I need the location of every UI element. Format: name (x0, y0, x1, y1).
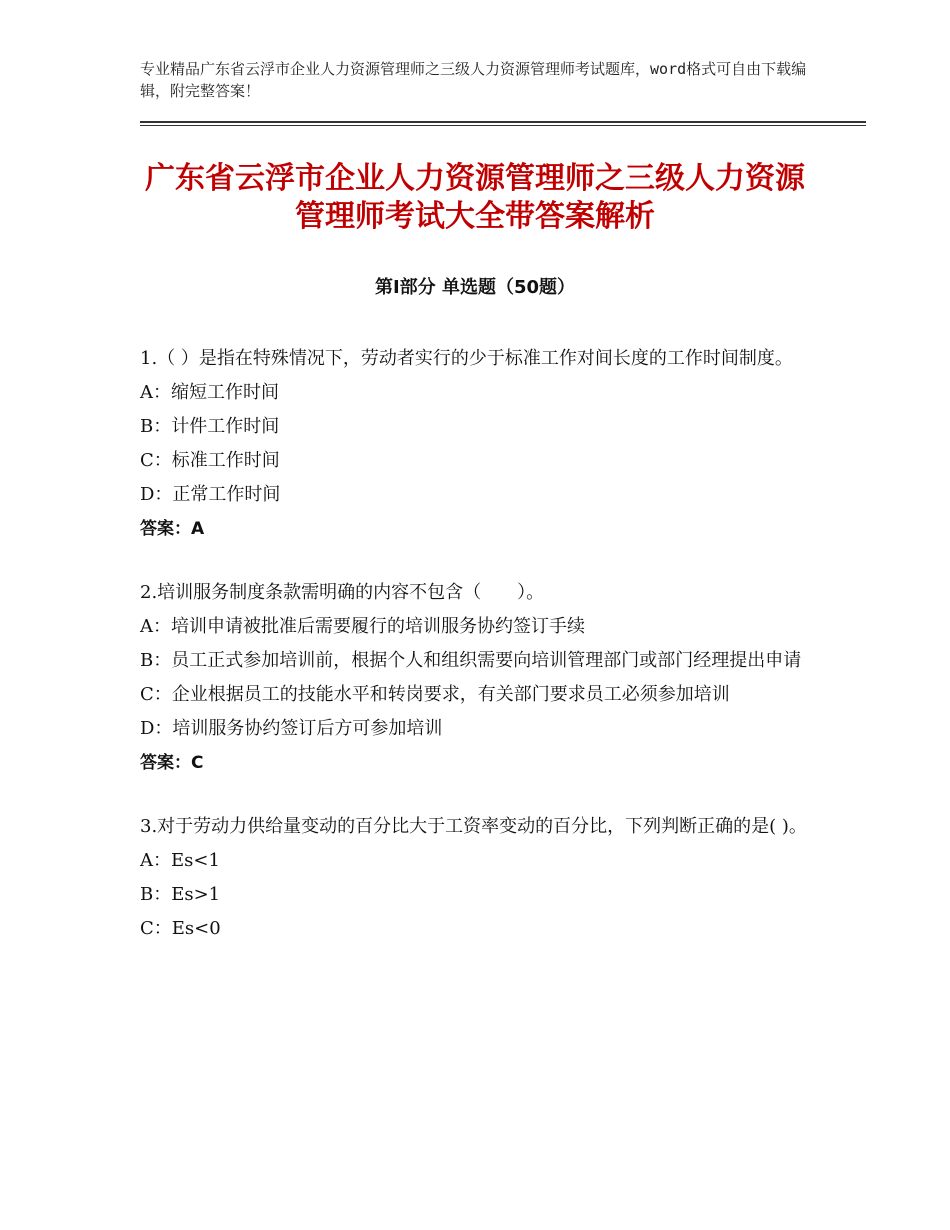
document-title: 广东省云浮市企业人力资源管理师之三级人力资源管理师考试大全带答案解析 (145, 161, 805, 234)
option-b: B：Es>1 (140, 884, 221, 905)
question-stem: 2.培训服务制度条款需明确的内容不包含（ ）。 (140, 582, 545, 603)
answer: 答案：C (140, 753, 204, 773)
option-b: B：计件工作时间 (140, 416, 280, 437)
header-rule-thin (140, 125, 866, 126)
option-a: A：缩短工作时间 (140, 382, 279, 403)
header-note: 专业精品广东省云浮市企业人力资源管理师之三级人力资源管理师考试题库，word格式可自由下载编辑，附完整答案！ (140, 60, 807, 100)
option-a: A：Es<1 (140, 850, 220, 871)
question-list (140, 342, 812, 976)
question-1 (140, 342, 812, 546)
option-b: B：员工正式参加培训前，根据个人和组织需要向培训管理部门或部门经理提出申请 (140, 650, 802, 671)
option-c: C：Es<0 (140, 918, 221, 939)
option-d: D：培训服务协约签订后方可参加培训 (140, 718, 443, 739)
question-stem: 1.（ ）是指在特殊情况下，劳动者实行的少于标准工作对间长度的工作时间制度。 (140, 348, 793, 369)
question-3 (140, 810, 812, 946)
option-c: C：企业根据员工的技能水平和转岗要求，有关部门要求员工必须参加培训 (140, 684, 730, 705)
question-stem: 3.对于劳动力供给量变动的百分比大于工资率变动的百分比，下列判断正确的是( )。 (140, 816, 807, 837)
option-a: A：培训申请被批准后需要履行的培训服务协约签订手续 (140, 616, 585, 637)
section-heading: 第Ⅰ部分 单选题（50题） (374, 277, 575, 298)
question-2 (140, 576, 812, 780)
option-d: D：正常工作时间 (140, 484, 281, 505)
option-c: C：标准工作时间 (140, 450, 280, 471)
header-rule-thick (140, 121, 866, 123)
answer: 答案：A (140, 519, 205, 539)
